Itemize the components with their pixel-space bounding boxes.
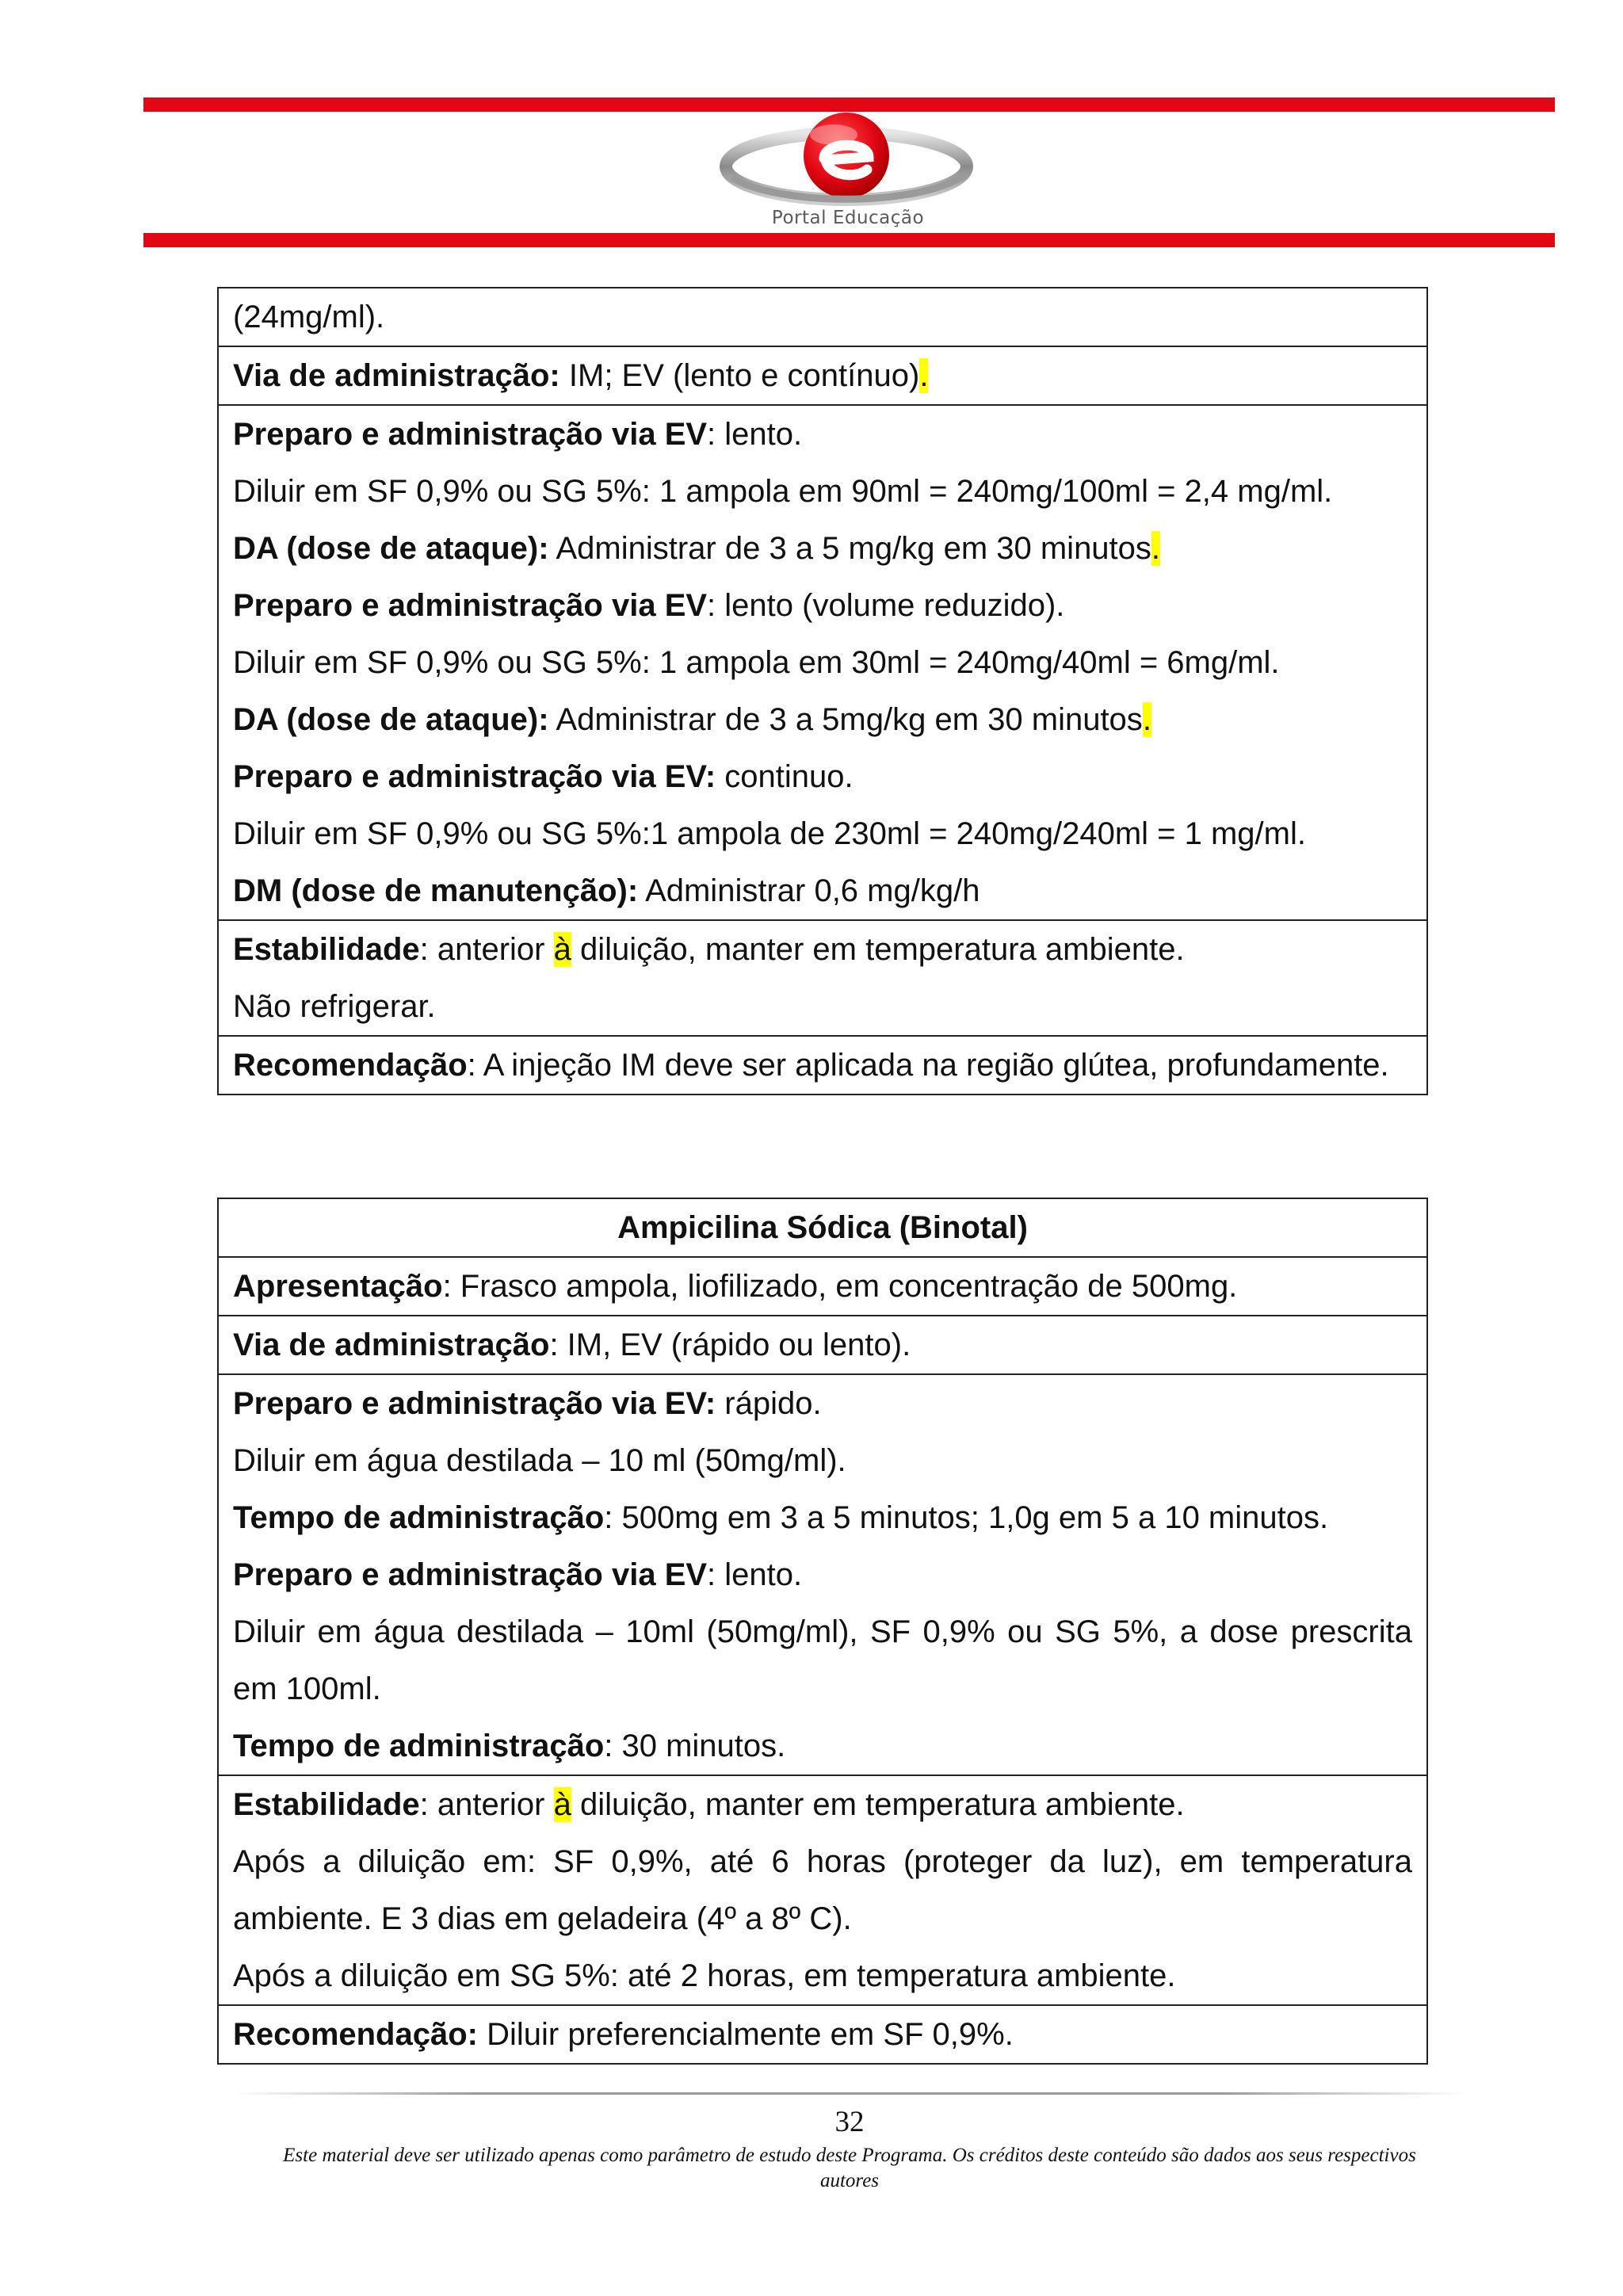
maintenance-dose-label: DM (dose de manutenção): <box>233 873 639 908</box>
stability-line <box>233 921 1412 978</box>
drug-title: Ampicilina Sódica (Binotal) <box>218 1198 1427 1257</box>
preparation-text: continuo. <box>716 759 854 794</box>
administration-time-label: Tempo de administração <box>233 1729 605 1763</box>
loading-dose-label: DA (dose de ataque): <box>233 702 549 737</box>
route-cell <box>218 346 1427 405</box>
preparation-text: : lento (volume reduzido). <box>707 588 1065 623</box>
recommendation-cell <box>218 1036 1427 1095</box>
portal-educacao-logo <box>713 111 983 238</box>
highlight-mark: . <box>1142 702 1151 737</box>
table-row <box>218 920 1427 1036</box>
footer-disclaimer: Este material deve ser utilizado apenas como parâmetro de estudo deste Programa. Os créditos deste conteúdo são dados aos seus respectivos autores <box>283 2145 1416 2191</box>
stability-cell <box>218 920 1427 1036</box>
recommendation-label: Recomendação <box>233 1048 468 1083</box>
loading-dose-label: DA (dose de ataque): <box>233 531 549 566</box>
stability-text: diluição, manter em temperatura ambiente. <box>571 932 1185 967</box>
drug-table-ampicilina <box>217 1198 1428 2065</box>
page-number: 32 <box>834 2106 865 2138</box>
table-row <box>218 1036 1427 1095</box>
table-row <box>218 1775 1427 2005</box>
preparation-line <box>233 406 1412 463</box>
preparation-label: Preparo e administração via EV: <box>233 1386 716 1421</box>
stability-text: : anterior <box>419 932 554 967</box>
highlight-mark: à <box>553 932 571 967</box>
preparation-cell <box>218 1374 1427 1775</box>
route-line <box>233 347 1412 404</box>
table-row <box>218 1316 1427 1374</box>
footer-divider <box>231 2092 1468 2095</box>
table-row <box>218 2005 1427 2064</box>
stability-text: diluição, manter em temperatura ambiente. <box>571 1787 1185 1822</box>
dilution-line: Diluir em SF 0,9% ou SG 5%: 1 ampola em 90ml = 240mg/100ml = 2,4 mg/ml. <box>233 474 1333 509</box>
dilution-line: Diluir em SF 0,9% ou SG 5%:1 ampola de 230ml = 240mg/240ml = 1 mg/ml. <box>233 816 1306 851</box>
preparation-label: Preparo e administração via EV: <box>233 759 716 794</box>
recommendation-label: Recomendação: <box>233 2017 478 2052</box>
presentation-cell <box>218 1257 1427 1316</box>
drug-table-continued <box>217 287 1428 1095</box>
dilution-line: Diluir em água destilada – 10 ml (50mg/ml). <box>233 1443 846 1478</box>
preparation-text: rápido. <box>716 1386 822 1421</box>
route-line <box>233 1316 1412 1373</box>
recommendation-text: Diluir preferencialmente em SF 0,9%. <box>477 2017 1014 2052</box>
preparation-cell <box>218 405 1427 920</box>
highlight-mark: . <box>1151 531 1161 566</box>
preparation-text: : lento. <box>707 1557 803 1592</box>
logo-text: Portal Educação <box>771 208 925 228</box>
presentation-text: : Frasco ampola, liofilizado, em concentração de 500mg. <box>442 1269 1238 1304</box>
preparation-label: Preparo e administração via EV <box>233 417 708 452</box>
administration-time-text: : 500mg em 3 a 5 minutos; 1,0g em 5 a 10 minutos. <box>604 1500 1329 1535</box>
header-bottom-bar <box>143 233 1555 247</box>
route-text: : IM, EV (rápido ou lento). <box>549 1328 911 1362</box>
preparation-line <box>233 1375 1412 1432</box>
concentration-text: (24mg/ml). <box>233 300 385 334</box>
concentration-cell <box>218 288 1427 346</box>
loading-dose-text: Administrar de 3 a 5 mg/kg em 30 minutos <box>548 531 1151 566</box>
stability-line <box>233 1776 1412 1833</box>
preparation-label: Preparo e administração via EV <box>233 588 708 623</box>
recommendation-line <box>233 1037 1412 1094</box>
administration-time-line <box>233 1489 1412 1546</box>
loading-dose-line <box>233 520 1412 577</box>
administration-time-text: : 30 minutos. <box>604 1729 786 1763</box>
table-row <box>218 288 1427 346</box>
maintenance-dose-line <box>233 862 1412 919</box>
table-row <box>218 1257 1427 1316</box>
preparation-line <box>233 577 1412 634</box>
presentation-line <box>233 1258 1412 1315</box>
highlight-mark: . <box>919 358 929 393</box>
stability-note: Não refrigerar. <box>233 989 436 1024</box>
route-label: Via de administração <box>233 1328 550 1362</box>
stability-cell <box>218 1775 1427 2005</box>
header-top-bar <box>143 97 1555 112</box>
stability-text: : anterior <box>419 1787 554 1822</box>
route-label: Via de administração: <box>233 358 560 393</box>
stability-note: Após a diluição em: SF 0,9%, até 6 horas (proteger da luz), em temperatura ambiente. E 3 dias em geladeira (4º a 8º C). <box>233 1844 1412 1936</box>
stability-label: Estabilidade <box>233 1787 420 1822</box>
administration-time-line <box>233 1717 1412 1775</box>
logo-emblem-icon <box>713 111 983 210</box>
preparation-text: : lento. <box>707 417 803 452</box>
maintenance-dose-text: Administrar 0,6 mg/kg/h <box>638 873 980 908</box>
table-row <box>218 405 1427 920</box>
loading-dose-text: Administrar de 3 a 5mg/kg em 30 minutos <box>548 702 1143 737</box>
table-row <box>218 1374 1427 1775</box>
recommendation-line <box>233 2006 1412 2063</box>
stability-note: Após a diluição em SG 5%: até 2 horas, em temperatura ambiente. <box>233 1958 1176 1993</box>
preparation-line <box>233 1546 1412 1603</box>
presentation-label: Apresentação <box>233 1269 443 1304</box>
recommendation-cell <box>218 2005 1427 2064</box>
table-row <box>218 1198 1427 1257</box>
preparation-line <box>233 748 1412 805</box>
table-row <box>218 346 1427 405</box>
highlight-mark: à <box>553 1787 571 1822</box>
dilution-line: Diluir em água destilada – 10ml (50mg/ml), SF 0,9% ou SG 5%, a dose prescrita em 100ml. <box>233 1614 1412 1706</box>
preparation-label: Preparo e administração via EV <box>233 1557 708 1592</box>
dilution-line: Diluir em SF 0,9% ou SG 5%: 1 ampola em 30ml = 240mg/40ml = 6mg/ml. <box>233 645 1280 680</box>
route-text: IM; EV (lento e contínuo) <box>559 358 920 393</box>
loading-dose-line <box>233 691 1412 748</box>
stability-label: Estabilidade <box>233 932 420 967</box>
route-cell <box>218 1316 1427 1374</box>
administration-time-label: Tempo de administração <box>233 1500 605 1535</box>
recommendation-text: : A injeção IM deve ser aplicada na região glútea, profundamente. <box>467 1048 1389 1083</box>
